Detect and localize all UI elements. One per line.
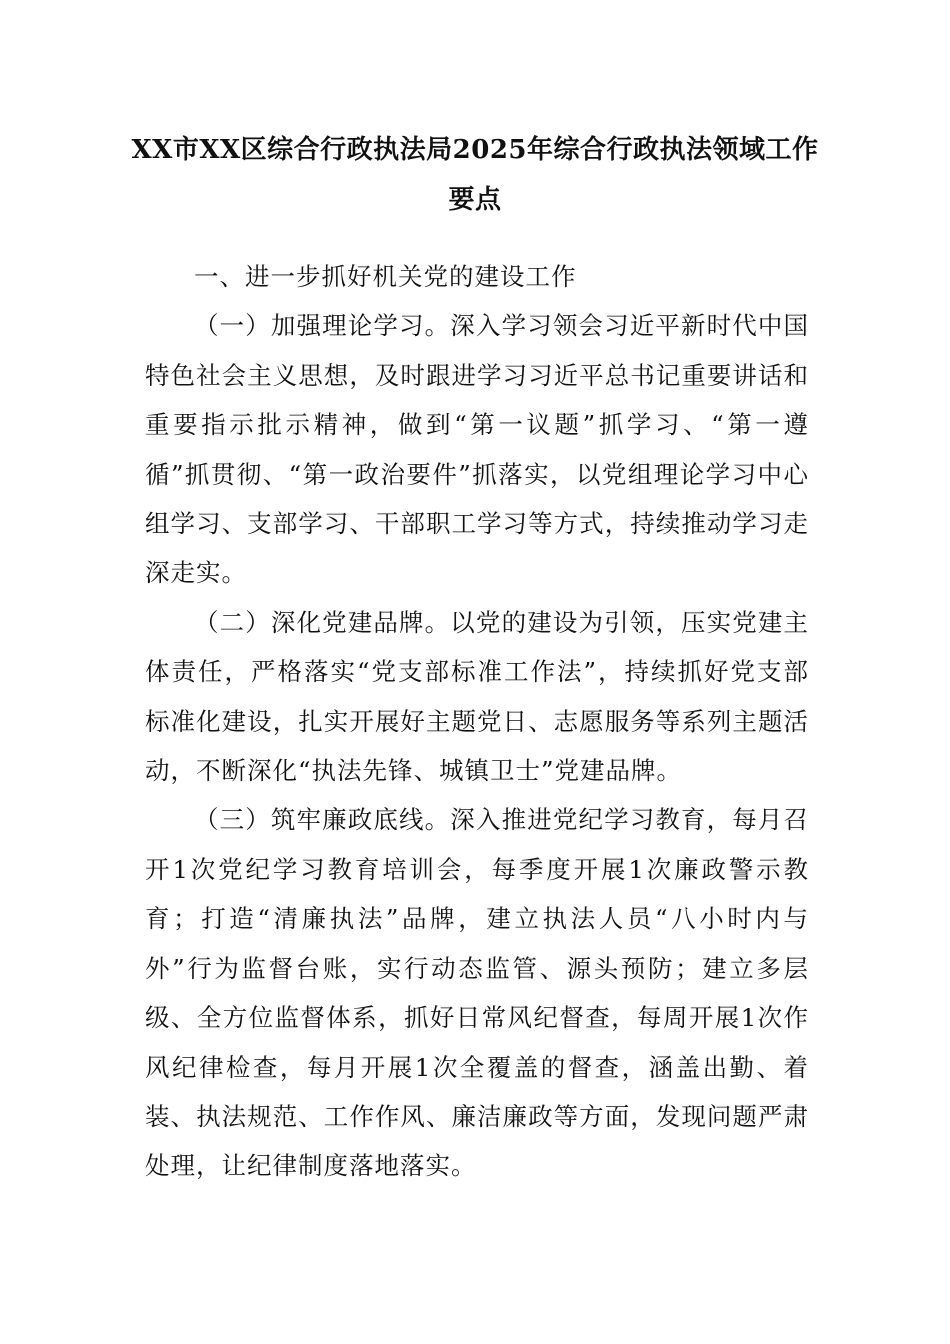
paragraph-theory-study: （一）加强理论学习。深入学习领会习近平新时代中国特色社会主义思想，及时跟进学习习近平总书记重要讲话和重要指示批示精神，做到“第一议题”抓学习、“第一遵循”抓贯彻、“第一政治要件”抓落实，以党组理论学习中心组学习、支部学习、干部职工学习等方式，持续推动学习走深走实。 bbox=[145, 311, 809, 588]
document-title-line-1: XX市XX区综合行政执法局2025年综合行政执法领域工作 bbox=[131, 135, 819, 165]
paragraph-party-brand: （二）深化党建品牌。以党的建设为引领，压实党建主体责任，严格落实“党支部标准工作法”，持续抓好党支部标准化建设，扎实开展好主题党日、志愿服务等系列主题活动，不断深化“执法先锋、城镇卫士”党建品牌。 bbox=[145, 607, 809, 786]
paragraph-integrity: （三）筑牢廉政底线。深入推进党纪学习教育，每月召开1次党纪学习教育培训会，每季度开展1次廉政警示教育；打造“清廉执法”品牌，建立执法人员“八小时内与外”行为监督台账，实行动态监管、源头预防；建立多层级、全方位监督体系，抓好日常风纪督查，每周开展1次作风纪律检查，每月开展1次全覆盖的督查，涵盖出勤、着装、执法规范、工作作风、廉洁廉政等方面，发现问题严肃处理，让纪律制度落地落实。 bbox=[145, 805, 809, 1181]
section-heading-1: 一、进一步抓好机关党的建设工作 bbox=[194, 262, 577, 291]
document-body bbox=[145, 252, 809, 1191]
document-title-line-2: 要点 bbox=[448, 185, 502, 215]
